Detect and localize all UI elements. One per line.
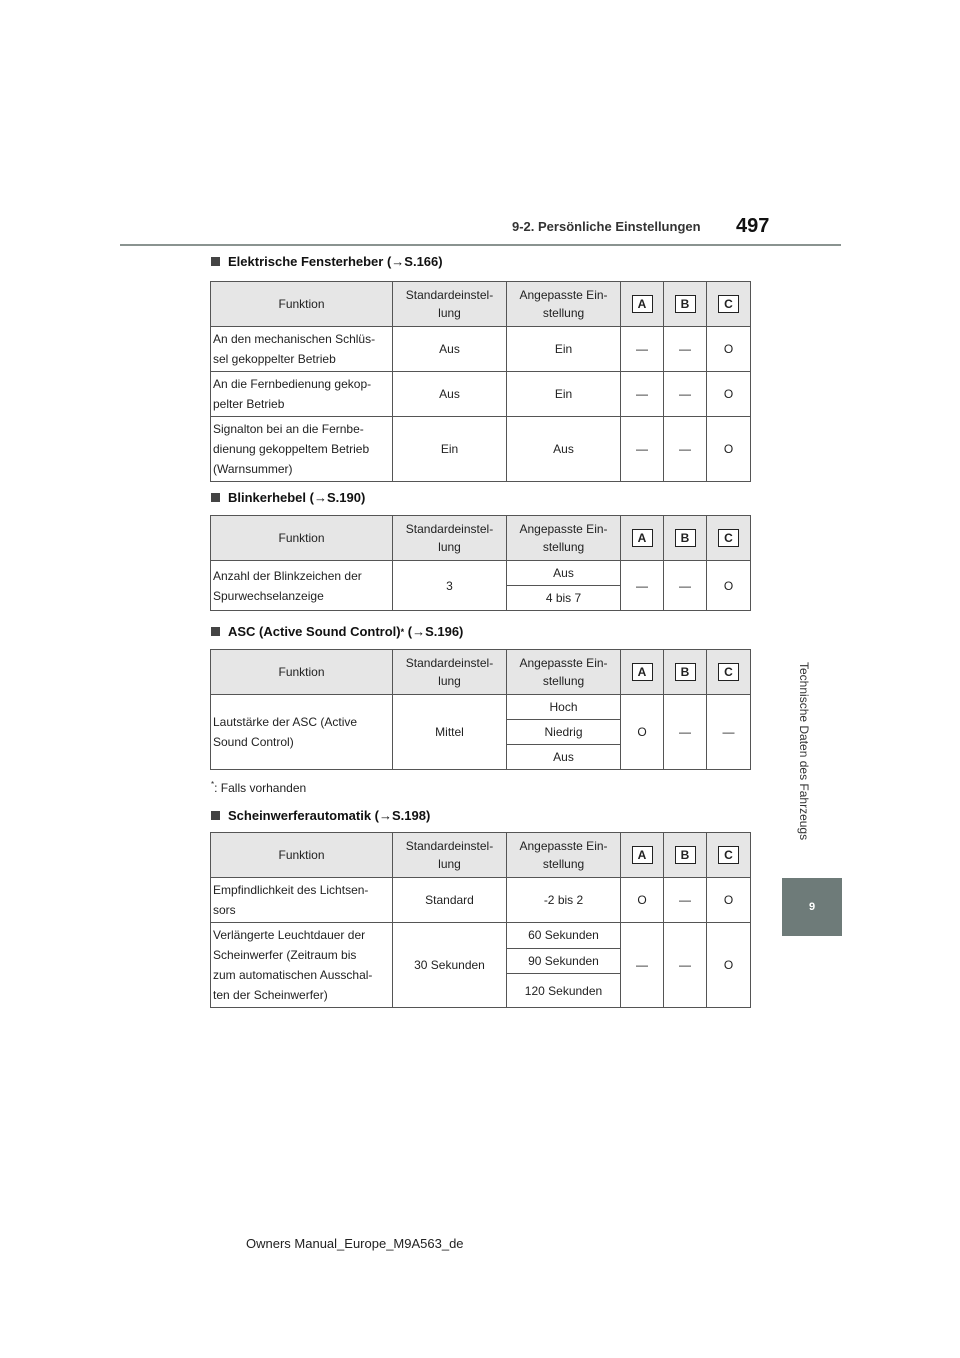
table-header-row [211, 516, 751, 561]
col-header-default: Standardeinstel- lung [393, 282, 507, 327]
table-row: Signalton bei an die Fernbe- dienung gekoppeltem Betrieb (Warnsummer) Ein Aus — — O [211, 417, 751, 482]
col-header-c: C [718, 295, 739, 313]
settings-table-headlights [210, 832, 751, 1008]
footnote: *: Falls vorhanden [211, 780, 307, 795]
table-row: An die Fernbedienung gekop- pelter Betrieb Aus Ein — — O [211, 372, 751, 417]
table-header-row [211, 650, 751, 695]
square-bullet-icon [211, 811, 220, 820]
col-header-c: C [718, 663, 739, 681]
col-header-b: B [675, 663, 696, 681]
table-row: 90 Sekunden [211, 948, 751, 974]
col-header-default: Standardeinstel- lung [393, 650, 507, 695]
settings-table-power-windows [210, 281, 751, 482]
table-header-row [211, 833, 751, 878]
table-row: Anzahl der Blinkzeichen der Spurwechselanzeige 3 Aus — — O [211, 561, 751, 586]
col-header-a: A [632, 846, 653, 864]
table-row: Empfindlichkeit des Lichtsen- sors Standard -2 bis 2 O — O [211, 878, 751, 923]
col-header-function: Funktion [211, 650, 393, 695]
chapter-tab[interactable]: 9 [782, 878, 842, 936]
table-row: Lautstärke der ASC (Active Sound Control) Mittel Hoch O — — [211, 695, 751, 720]
col-header-c: C [718, 529, 739, 547]
running-header-title: 9-2. Persönliche Einstellungen [512, 219, 701, 234]
col-header-custom: Angepasste Ein- stellung [507, 282, 621, 327]
col-header-default: Standardeinstel- lung [393, 833, 507, 878]
header-divider [120, 244, 841, 246]
col-header-custom: Angepasste Ein- stellung [507, 650, 621, 695]
footer-doc-id: Owners Manual_Europe_M9A563_de [246, 1236, 464, 1251]
section-heading-asc: ASC (Active Sound Control) * ( → S.196) [211, 624, 463, 639]
col-header-b: B [675, 529, 696, 547]
col-header-custom: Angepasste Ein- stellung [507, 516, 621, 561]
table-row: Aus [211, 745, 751, 770]
square-bullet-icon [211, 257, 220, 266]
col-header-custom: Angepasste Ein- stellung [507, 833, 621, 878]
table-row: Verlängerte Leuchtdauer der Scheinwerfer (Zeitraum bis zum automatischen Ausschal- ten der Scheinwerfer) 30 Sekunden 60 Sekunden — — O [211, 923, 751, 949]
col-header-b: B [675, 295, 696, 313]
table-row: 120 Sekunden [211, 974, 751, 1008]
col-header-function: Funktion [211, 282, 393, 327]
col-header-function: Funktion [211, 516, 393, 561]
table-row: Niedrig [211, 720, 751, 745]
settings-table-turn-signal [210, 515, 751, 611]
table-row: 4 bis 7 [211, 586, 751, 611]
section-heading-power-windows: Elektrische Fensterheber ( → S.166) [211, 254, 443, 269]
page-number: 497 [736, 215, 770, 237]
settings-table-asc [210, 649, 751, 770]
col-header-a: A [632, 295, 653, 313]
col-header-function: Funktion [211, 833, 393, 878]
col-header-a: A [632, 663, 653, 681]
section-heading-turn-signal: Blinkerhebel ( → S.190) [211, 490, 365, 505]
col-header-default: Standardeinstel- lung [393, 516, 507, 561]
col-header-a: A [632, 529, 653, 547]
square-bullet-icon [211, 493, 220, 502]
table-row: An den mechanischen Schlüs- sel gekoppelter Betrieb Aus Ein — — O [211, 327, 751, 372]
col-header-b: B [675, 846, 696, 864]
col-header-c: C [718, 846, 739, 864]
square-bullet-icon [211, 627, 220, 636]
section-heading-headlights: Scheinwerferautomatik ( → S.198) [211, 808, 430, 823]
chapter-side-label: Technische Daten des Fahrzeugs [797, 662, 811, 841]
table-header-row [211, 282, 751, 327]
